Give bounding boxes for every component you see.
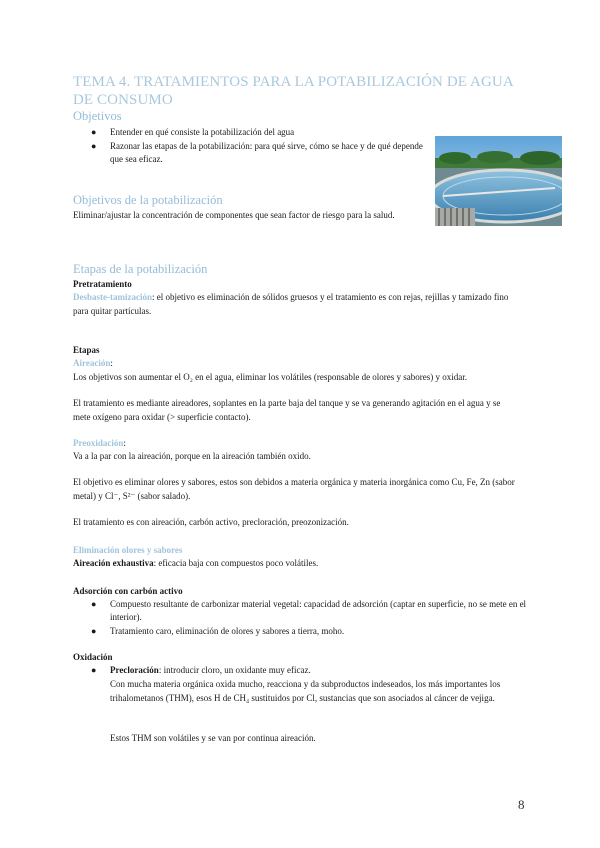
list-item-text: Compuesto resultante de carbonizar material vegetal: capacidad de adsorción (captar en superficie, no se mete en el interior). — [110, 599, 527, 622]
list-item-text: Razonar las etapas de la potabilización: para qué sirve, cómo se hace y de qué depende que sea eficaz. — [110, 141, 423, 164]
aireacion-exhaustiva-label: Aireación exhaustiva — [73, 558, 154, 568]
aireacion-paragraph-2: El tratamiento es mediante aireadores, soplantes en la parte baja del tanque y se va generando agitación en el agua y se mete oxígeno para oxidar (> superficie contacto). — [73, 398, 501, 422]
aireacion-label: Aireación — [73, 358, 111, 368]
page-title: TEMA 4. TRATAMIENTOS PARA LA POTABILIZACIÓN DE AGUA DE CONSUMO — [73, 74, 513, 108]
bullet-icon: ● — [91, 626, 97, 636]
precloracion-text: : introducir cloro, un oxidante muy eficaz. — [158, 665, 311, 675]
bullet-icon: ● — [91, 599, 97, 609]
water-treatment-photo — [435, 136, 562, 226]
aireacion-paragraph-1: Los objetivos son aumentar el O₂ en el agua, eliminar los volátiles (responsable de olores y sabores) y oxidar. — [73, 372, 468, 382]
desbaste-paragraph — [73, 290, 513, 318]
list-item-text: Tratamiento caro, eliminación de olores y sabores a tierra, moho. — [110, 626, 345, 636]
list-item — [73, 140, 428, 166]
etapas-potabilizacion-heading: Etapas de la potabilización — [73, 262, 208, 276]
bullet-icon: ● — [91, 141, 97, 151]
aireacion-colon: : — [110, 358, 113, 368]
objetivos-heading: Objetivos — [73, 109, 122, 123]
preoxidacion-paragraph-1: Va a la par con la aireación, porque en la aireación también oxido. — [73, 451, 311, 461]
objetivos-list — [73, 126, 428, 166]
oxidacion-heading: Oxidación — [73, 652, 113, 662]
precloracion-label: Precloración — [110, 665, 159, 675]
list-item — [73, 598, 533, 624]
bullet-icon: ● — [91, 665, 97, 675]
desbaste-text: : el objetivo es eliminación de sólidos gruesos y el tratamiento es con rejas, rejillas y tamizado fino para quitar partículas. — [73, 292, 509, 316]
page-number: 8 — [518, 797, 525, 812]
desbaste-label: Desbaste-tamización — [73, 292, 152, 302]
pretratamiento-label: Pretratamiento — [73, 279, 132, 289]
bullet-icon: ● — [91, 127, 97, 137]
objetivos-potabilizacion-text: Eliminar/ajustar la concentración de componentes que sean factor de riesgo para la salud. — [73, 210, 395, 220]
preoxidacion-label-line — [73, 436, 126, 450]
precloracion-paragraph-3: Estos THM son volátiles y se van por continua aireación. — [110, 733, 316, 743]
precloracion-paragraph-2: Con mucha materia orgánica oxida mucho, reacciona y da subproductos indeseados, los más importantes los trihalometanos (THM), esos H de CH₄ sustituidos por Cl, sustancias que son asociados al cáncer de vejiga. — [110, 679, 501, 703]
preoxidacion-label: Preoxidación — [73, 438, 124, 448]
adsorcion-list — [73, 598, 533, 638]
list-item — [73, 664, 533, 677]
aireacion-exhaustiva-text: : eficacia baja con compuestos poco volátiles. — [153, 558, 319, 568]
list-item — [73, 625, 533, 638]
adsorcion-heading: Adsorción con carbón activo — [73, 586, 183, 596]
list-item — [73, 126, 428, 139]
etapas-heading: Etapas — [73, 345, 100, 355]
preoxidacion-colon: : — [123, 438, 126, 448]
aireacion-exhaustiva-line — [73, 556, 513, 570]
list-item-text: Entender en qué consiste la potabilización del agua — [110, 127, 295, 137]
objetivos-potabilizacion-heading: Objetivos de la potabilización — [73, 193, 223, 207]
water-treatment-photo-icon — [435, 136, 562, 226]
oxidacion-list — [73, 664, 533, 677]
preoxidacion-paragraph-2: El objetivo es eliminar olores y sabores, estos son debidos a materia orgánica y materia inorgánica como Cu, Fe, Zn (sabor metal) y Cl⁻, S²⁻ (sabor salado). — [73, 477, 515, 501]
aireacion-label-line — [73, 356, 113, 370]
eliminacion-heading: Eliminación olores y sabores — [73, 545, 183, 555]
preoxidacion-paragraph-3: El tratamiento es con aireación, carbón activo, precloración, preozonización. — [73, 517, 349, 527]
